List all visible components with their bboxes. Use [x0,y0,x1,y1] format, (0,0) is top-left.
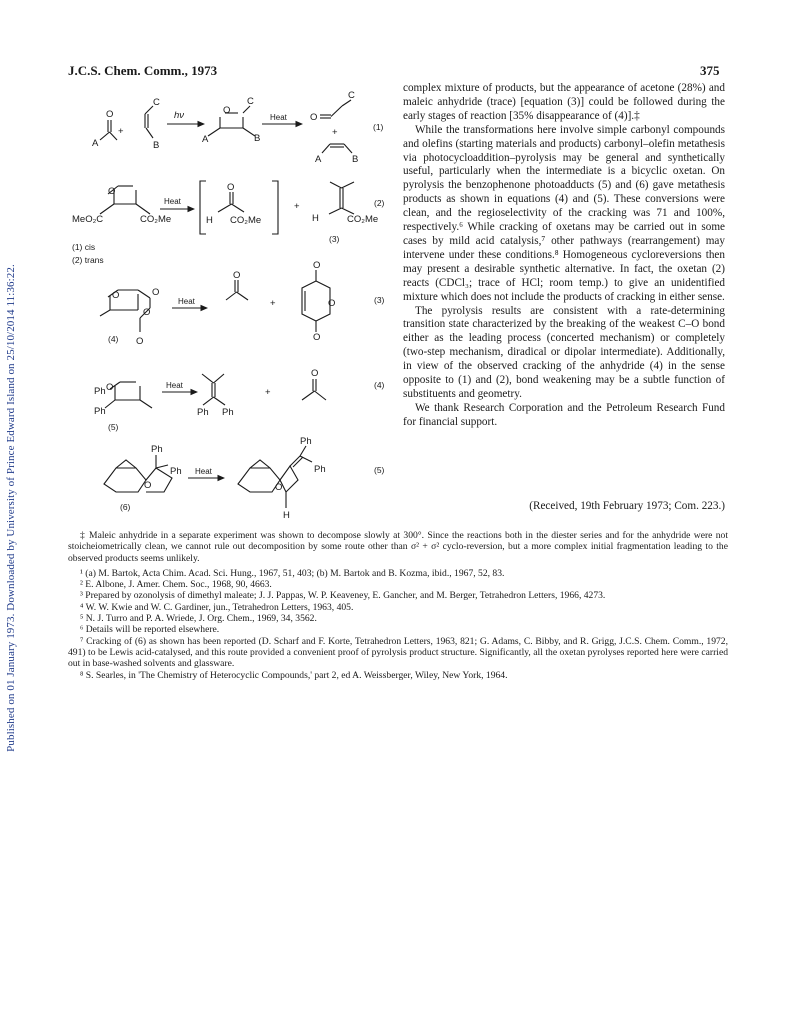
reaction-schemes [60,82,400,522]
label-co2me: CO₂Me [140,214,172,225]
reference-6: ⁶ Details will be reported elsewhere. [80,624,220,636]
body-paragraph-1: complex mixture of products, but the appearance of acetone (28%) and maleic anhydride (trace) [equation (3)] could be followed during the early stages of reaction [35% disappearance of (4)].‡ [403,82,725,122]
label-ph: Ph [94,406,106,417]
compound-6-label: (6) [120,502,131,512]
label-b: B [352,154,359,165]
label-plus: + [118,126,124,137]
label-plus: + [332,127,338,138]
label-ph: Ph [314,464,326,475]
label-co2me: CO₂Me [347,214,379,225]
label-o: O [328,298,336,309]
label-h: H [312,213,319,224]
label-h: H [206,215,213,226]
label-o: O [233,270,241,281]
label-c: C [348,90,355,101]
label-o: O [313,332,321,343]
reference-7: ⁷ Cracking of (6) as shown has been reported (D. Scharf and F. Korte, Tetrahedron Letters, 1963, 821; G. Adams, C. Bibby, and R. Grigg, J.C.S. Chem. Comm., 1972, 491) to be Lewis acid-catalysed, and this route provided a convenient proof of pyrolysis product structure. Significantly, all the oxetan pyrolyses reported here were carried out in base-washed solvents and glassware. [68,635,728,670]
reference-8: ⁸ S. Searles, in 'The Chemistry of Heterocyclic Compounds,' part 2, ed A. Weissberger, Wiley, New York, 1964. [80,669,508,681]
acknowledgement: We thank Research Corporation and the Petroleum Research Fund for financial support. [403,401,725,428]
label-o: O [227,182,235,193]
label-ph: Ph [94,386,106,397]
reference-4: ⁴ W. W. Kwie and W. C. Gardiner, jun., Tetrahedron Letters, 1963, 405. [80,601,354,613]
compound-2-label: (2) trans [72,255,104,265]
label-co2me: CO₂Me [230,215,262,226]
body-paragraph-2: While the transformations here involve simple carbonyl compounds and olefins (starting materials and products) carbonyl–olefin metathesis via photocycloaddition–pyrolysis may be general and synthetically useful, particularly when the intermediate is a bicyclic oxetan. On pyrolysis the benzophenone photoadducts (5) and (6) gave metathesis products as shown in equations (4) and (5). These conversions were clean, and the regioselectivity of the cracking was 71 and 100%, respectively.⁶ While cracking of oxetans may be carried out in some cases by mild acid catalysis,⁷ other pathways (rearrangement) may intervene under these conditions.⁸ Homogeneous cycloreversions then may present a desirable synthetic alternative. In fact, the oxetan (2) reacts (CDCl₃; trace of HCl; room temp.) to give an unidentified mixture which does not include the products of cracking in either sense. [403,123,725,303]
label-a: A [92,138,99,149]
page-number: 375 [700,63,720,78]
label-heat: Heat [164,197,181,206]
eq-number-2: (2) [374,198,385,208]
journal-header: J.C.S. Chem. Comm., 1973 [68,63,218,78]
footnotes [68,530,728,681]
label-c: C [153,97,160,108]
label-o: O [152,287,160,298]
label-a: A [202,134,209,145]
label-heat: Heat [270,113,287,122]
label-plus: + [265,387,271,398]
compound-4-label: (4) [108,334,119,344]
label-o: O [112,290,120,301]
label-c: C [247,96,254,107]
label-o: O [106,382,114,393]
eq-number-1: (1) [373,122,384,132]
reference-1: ¹ (a) M. Bartok, Acta Chim. Acad. Sci. Hung., 1967, 51, 403; (b) M. Bartok and B. Kozma, ibid., 1967, 52, 83. [80,567,505,579]
eq-number-3: (3) [374,295,385,305]
label-ph: Ph [222,407,234,418]
label-heat: Heat [195,467,212,476]
eq-number-5: (5) [374,465,385,475]
compound-5-label: (5) [108,422,119,432]
download-watermark-text: Published on 01 January 1973. Downloaded by University of Prince Edward Island on 25/10/2014 11:36:22. [5,264,17,752]
label-o: O [106,109,114,120]
label-b: B [254,133,261,144]
label-o: O [144,480,152,491]
label-ph: Ph [197,407,209,418]
label-ph: Ph [300,436,312,447]
label-o: O [275,482,283,493]
label-b: B [153,140,160,151]
label-o: O [108,186,116,197]
label-hv: hν [174,110,185,121]
label-o: O [223,105,231,116]
label-plus: + [294,201,300,212]
reference-2: ² E. Albone, J. Amer. Chem. Soc., 1968, 90, 4663. [80,579,272,591]
body-paragraph-3: The pyrolysis results are consistent with a rate-determining transition state characterized by the breaking of the weakest C–O bond either as the leading process (concerted mechanism) or completely (two-step mechanism, diradical or dipolar intermediate). Additionally, in view of the observed cracking of the anhydride (4) in the sense opposite to (1) and (2), bond weakening may be a subtle function of substituents and geometry. [403,304,725,400]
received-date: (Received, 19th February 1973; Com. 223.) [529,500,725,512]
reference-5: ⁵ N. J. Turro and P. A. Wriede, J. Org. Chem., 1969, 34, 3562. [80,613,317,625]
label-o: O [313,260,321,271]
reference-3: ³ Prepared by ozonolysis of dimethyl maleate; J. J. Pappas, W. P. Keaveney, E. Gancher, and M. Berger, Tetrahedron Letters, 1966, 4273. [80,590,606,602]
compound-3-label: (3) [329,234,340,244]
label-o: O [310,112,318,123]
label-meo2c: MeO₂C [72,214,104,225]
download-watermark [0,0,22,1017]
compound-1-label: (1) cis [72,242,96,252]
label-o: O [311,368,319,379]
label-ph: Ph [151,444,163,455]
label-o: O [136,336,144,347]
footnote-dagger: ‡ Maleic anhydride in a separate experiment was shown to decompose slowly at 300°. Since the reactions both in the diester series and for the anhydride were not stoicheiometrically clean, we cannot rule out decomposition by some route other than σ² + σ² cyclo-reversion, but a more complex initial fragmentation leading to the observed products seems unlikely. [68,530,728,564]
label-plus: + [270,298,276,309]
label-ph: Ph [170,466,182,477]
label-heat: Heat [178,297,195,306]
label-heat: Heat [166,381,183,390]
label-o: O [143,307,151,318]
eq-number-4: (4) [374,380,385,390]
label-h: H [283,510,290,521]
body-text [403,82,725,430]
label-a: A [315,154,322,165]
